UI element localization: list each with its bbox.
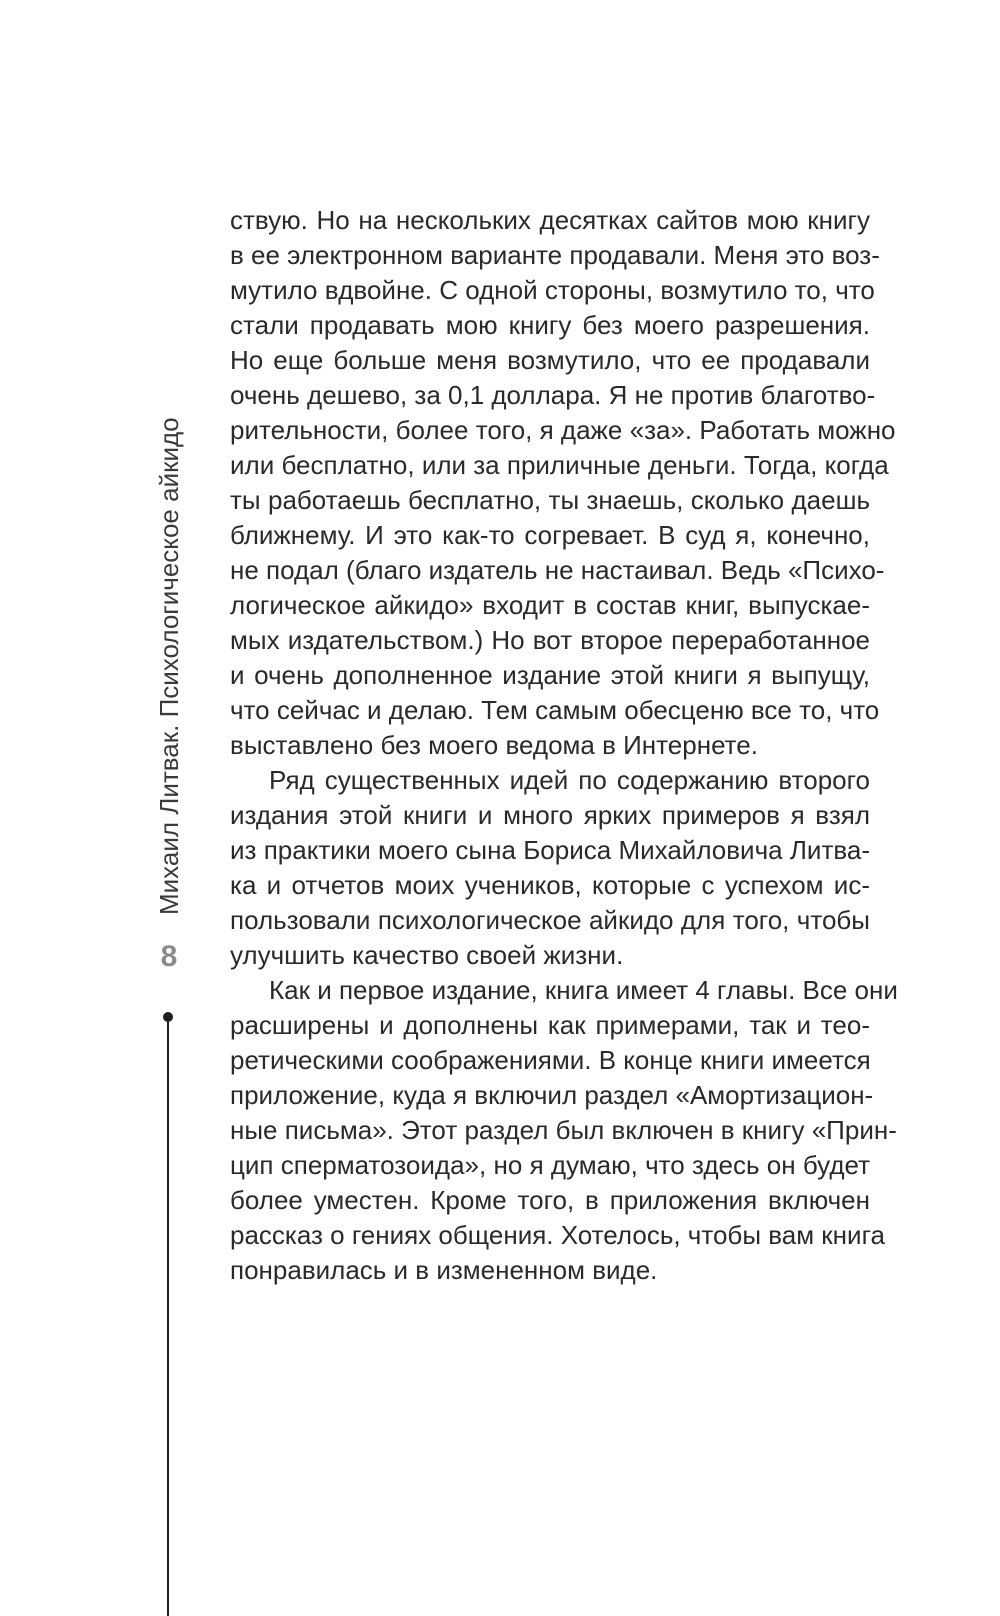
text-line: ближнему. И это как-то согревает. В суд я, конечно, xyxy=(230,520,870,550)
text-line: Как и первое издание, книга имеет 4 главы. Все они xyxy=(269,975,898,1005)
text-line: ты работаешь бесплатно, ты знаешь, сколько даешь xyxy=(230,485,870,515)
paragraph xyxy=(230,203,896,763)
text-line: пользовали психологическое айкидо для того, чтобы xyxy=(230,905,870,935)
text-line: понравилась и в измененном виде. xyxy=(230,1255,658,1285)
text-line: более уместен. Кроме того, в приложения включен xyxy=(230,1185,870,1215)
text-line: выставлено без моего ведома в Интернете. xyxy=(230,730,758,760)
text-line: рассказ о гениях общения. Хотелось, чтобы вам книга xyxy=(230,1220,885,1250)
text-line: расширены и дополнены как примерами, так и тео- xyxy=(230,1010,870,1040)
text-line: цип сперматозоида», но я думаю, что здесь он будет xyxy=(230,1150,870,1180)
text-line: что сейчас и делаю. Тем самым обесценю все то, что xyxy=(230,695,880,725)
text-line: и очень дополненное издание этой книги я выпущу, xyxy=(230,660,870,690)
text-line: Ряд существенных идей по содержанию второго xyxy=(269,765,870,795)
body-text xyxy=(230,203,898,1288)
text-line: ретическими соображениями. В конце книги имеется xyxy=(230,1045,871,1075)
text-line: ные письма». Этот раздел был включен в книгу «Прин- xyxy=(230,1115,897,1145)
text-line: из практики моего сына Бориса Михайловича Литва- xyxy=(230,835,870,865)
text-line: мутило вдвойне. С одной стороны, возмутило то, что xyxy=(230,275,875,305)
paragraph xyxy=(230,763,870,973)
text-line: ствую. Но на нескольких десятках сайтов мою книгу xyxy=(230,205,870,235)
text-line: очень дешево, за 0,1 доллара. Я не против благотво- xyxy=(230,380,876,410)
text-line: стали продавать мою книгу без моего разрешения. xyxy=(230,310,870,340)
text-line: или бесплатно, или за приличные деньги. Тогда, когда xyxy=(230,450,889,480)
text-line: Но еще больше меня возмутило, что ее продавали xyxy=(230,345,870,375)
text-line: в ее электронном варианте продавали. Меня это воз- xyxy=(230,240,880,270)
text-line: приложение, куда я включил раздел «Амортизацион- xyxy=(230,1080,874,1110)
running-header: Михаил Литвак. Психологическое айкидо xyxy=(154,417,184,915)
text-line: рительности, более того, я даже «за». Работать можно xyxy=(230,415,896,445)
text-line: издания этой книги и много ярких примеров я взял xyxy=(230,800,870,830)
text-line: мых издательством.) Но вот второе переработанное xyxy=(230,625,870,655)
margin-rule-line xyxy=(167,1017,169,1616)
text-line: не подал (благо издатель не настаивал. Ведь «Психо- xyxy=(230,555,885,585)
text-line: логическое айкидо» входит в состав книг, выпускае- xyxy=(230,590,870,620)
page-number: 8 xyxy=(160,940,178,973)
paragraph xyxy=(230,973,898,1288)
text-line: улучшить качество своей жизни. xyxy=(230,940,624,970)
text-line: ка и отчетов моих учеников, которые с успехом ис- xyxy=(230,870,870,900)
